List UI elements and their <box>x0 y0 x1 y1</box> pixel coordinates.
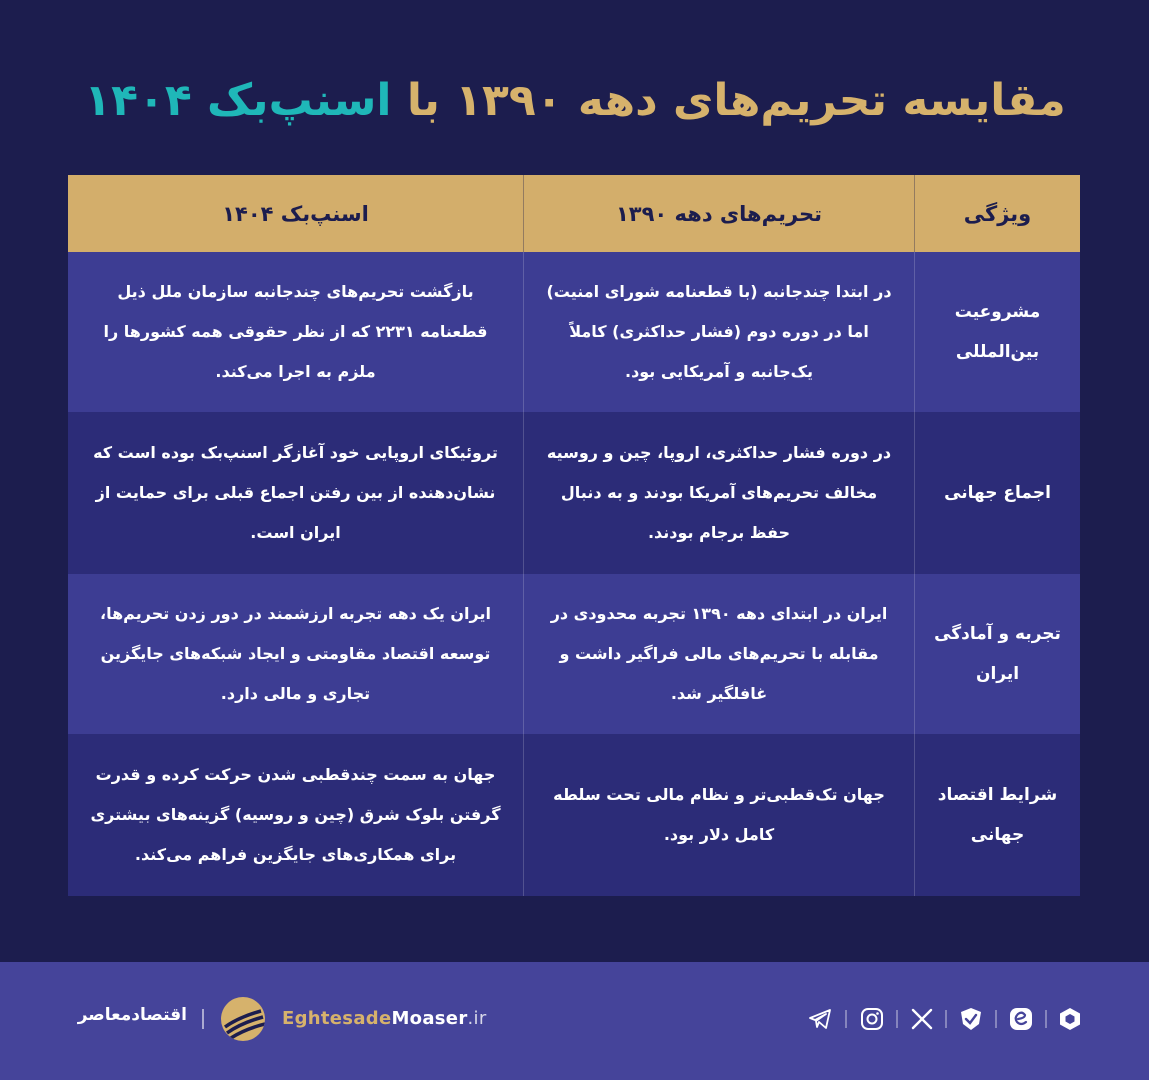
website-link[interactable] <box>282 1008 487 1029</box>
header-snapback-1404: اسنپ‌بک ۱۴۰۴ <box>68 175 523 252</box>
header-1390-sanctions: تحریم‌های دهه ۱۳۹۰ <box>523 175 914 252</box>
row-feature: تجربه و آمادگی ایران <box>914 574 1080 734</box>
footer-divider <box>202 1009 204 1029</box>
social-divider <box>1045 1010 1047 1028</box>
header-feature: ویژگی <box>914 175 1080 252</box>
logo-icon <box>221 997 265 1041</box>
site-part-2: Moaser <box>391 1008 468 1029</box>
social-divider <box>845 1010 847 1028</box>
row-new-value: ایران یک دهه تجربه ارزشمند در دور زدن تحریم‌ها، توسعه اقتصاد مقاومتی و ایجاد شبکه‌های جایگزین تجاری و مالی دارد. <box>68 574 523 734</box>
brand-logo <box>221 997 265 1041</box>
instagram-icon[interactable] <box>859 1006 885 1032</box>
telegram-icon[interactable] <box>807 1006 833 1032</box>
social-divider <box>896 1010 898 1028</box>
table-row <box>68 734 1080 896</box>
row-feature: شرایط اقتصاد جهانی <box>914 734 1080 896</box>
title-part-2: اسنپ‌بک ۱۴۰۴ <box>84 75 392 126</box>
row-new-value: تروئیکای اروپایی خود آغازگر اسنپ‌بک بوده است که نشان‌دهنده از بین رفتن اجماع قبلی برای حمایت از ایران است. <box>68 412 523 574</box>
site-tld: .ir <box>467 1008 487 1029</box>
table-row <box>68 412 1080 574</box>
row-old-value: در ابتدا چندجانبه (با قطعنامه شورای امنیت) اما در دوره دوم (فشار حداکثری) کاملاً یک‌جانبه و آمریکایی بود. <box>523 252 914 412</box>
e-icon[interactable] <box>1008 1006 1034 1032</box>
row-old-value: جهان تک‌قطبی‌تر و نظام مالی تحت سلطه کامل دلار بود. <box>523 734 914 896</box>
social-divider <box>945 1010 947 1028</box>
row-new-value: جهان به سمت چندقطبی شدن حرکت کرده و قدرت گرفتن بلوک شرق (چین و روسیه) گزینه‌های بیشتری برای همکاری‌های جایگزین فراهم می‌کند. <box>68 734 523 896</box>
row-old-value: ایران در ابتدای دهه ۱۳۹۰ تجربه محدودی در مقابله با تحریم‌های مالی فراگیر داشت و غافلگیر شد. <box>523 574 914 734</box>
title-part-1: مقایسه تحریم‌های دهه ۱۳۹۰ با <box>406 75 1066 126</box>
site-part-1: Eghtesade <box>282 1008 392 1029</box>
table-header-row <box>68 175 1080 252</box>
table-row <box>68 574 1080 734</box>
row-old-value: در دوره فشار حداکثری، اروپا، چین و روسیه مخالف تحریم‌های آمریکا بودند و به دنبال حفظ برجام بودند. <box>523 412 914 574</box>
social-divider <box>995 1010 997 1028</box>
comparison-table <box>68 175 1080 895</box>
row-new-value: بازگشت تحریم‌های چندجانبه سازمان ملل ذیل قطعنامه ۲۲۳۱ که از نظر حقوقی همه کشورها را ملزم به اجرا می‌کند. <box>68 252 523 412</box>
hexagon-icon[interactable] <box>1057 1006 1083 1032</box>
page-title <box>60 68 1090 138</box>
x-icon[interactable] <box>909 1006 935 1032</box>
shield-icon[interactable] <box>958 1006 984 1032</box>
brand-name-fa: اقتصادمعاصر <box>77 1005 187 1025</box>
row-feature: مشروعیت بین‌المللی <box>914 252 1080 412</box>
table-row <box>68 252 1080 412</box>
row-feature: اجماع جهانی <box>914 412 1080 574</box>
